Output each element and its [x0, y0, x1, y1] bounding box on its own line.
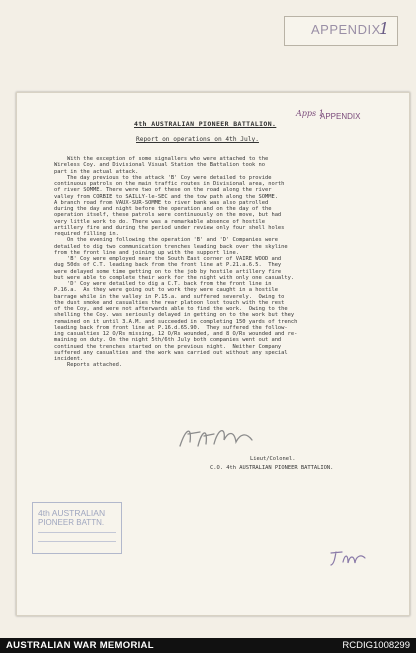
body-line: operation itself, these patrols were continuously on the move, but had: [54, 212, 282, 219]
body-line: of the Coy, and were not afterwards able to find the work. Owing to the: [54, 306, 288, 312]
body-line: from the front line and joining up with the support line.: [54, 249, 239, 256]
body-line: remained on it until 3.A.M. and succeeded in completing 150 yards of trench: [54, 318, 298, 325]
typed-appendix-label: APPENDIX: [320, 112, 361, 121]
body-line: valley from CORBIE to SAILLY-le-SEC and the tow path along the SOMME.: [54, 193, 278, 200]
handwritten-initials: [328, 548, 368, 568]
body-line: P.16.a. As they were going out to work they were caught in a hostile: [54, 287, 278, 294]
signature-unit: C.O. 4th AUSTRALIAN PIONEER BATTALION.: [210, 465, 334, 471]
body-line: shelling the Coy. was seriously delayed in getting on to the work but they: [54, 312, 295, 319]
body-line: ing casualties 12 O/Rs missing, 12 O/Rs wounded, and 8 O/Rs wounded and re-: [54, 331, 298, 337]
signature-title: Lieut/Colonel.: [250, 456, 296, 462]
appendix-tab-label: APPENDIX: [311, 22, 381, 37]
body-line: but were able to complete their work for the night with only one casualty.: [54, 274, 295, 281]
body-line: required filling in.: [54, 231, 119, 237]
body-line: of river SOMME. There were two of these on the road along the river: [54, 187, 272, 194]
document-heading: 4th AUSTRALIAN PIONEER BATTALION.: [134, 120, 277, 128]
body-line: 'D' Coy were detailed to dig a C.T. back from the front line in: [54, 281, 272, 287]
stamp-rule: [38, 541, 116, 542]
body-line: artillery fire and during the period under review only four shell holes: [54, 224, 285, 231]
body-line: detailed to dig two communication trenches leading back over the skyline: [54, 243, 288, 250]
battalion-stamp: [32, 502, 122, 554]
handwritten-appendix-note: Apps 1: [296, 109, 324, 118]
body-line: The day previous to the attack 'B' Coy were detailed to provide: [54, 174, 272, 181]
record-id: RCDIG1008299: [342, 640, 410, 651]
archive-name: AUSTRALIAN WAR MEMORIAL: [6, 640, 154, 651]
body-line: continued the trenches started on the previous night. Neither Company: [54, 343, 282, 350]
body-line: A branch road from VAUX-SUR-SOMME to river bank was also patrolled: [54, 199, 269, 206]
body-line: Reports attached.: [54, 362, 123, 369]
body-line: On the evening following the operation 'B' and 'D' Companies were: [54, 237, 278, 244]
archive-footer: [0, 638, 416, 653]
body-line: leading back from front line at P.16.d.65.90. They suffered the follow-: [54, 324, 288, 331]
body-line: maining on duty. On the night 5th/6th July both companies went out and: [54, 337, 282, 344]
body-line: part in the actual attack.: [54, 168, 139, 175]
document-subheading: Report on operations on 4th July.: [136, 136, 259, 143]
body-line: continuous patrols on the main traffic routes in Divisional area, north: [54, 181, 285, 187]
body-line: the dust smoke and casualties the rear platoon lost touch with the rest: [54, 299, 285, 306]
body-line: very little work to do. There was a remarkable absence of hostile: [54, 218, 265, 225]
body-line: dug 50ds of C.T. leading back from the front line at P.21.a.6.5. They: [54, 262, 282, 269]
appendix-tab: [284, 16, 398, 46]
body-line: Wireless Coy. and Divisional Visual Station the Battalion took no: [54, 162, 265, 169]
stamp-rule: [38, 532, 116, 533]
body-line: barrage while in the valley in P.15.a. and suffered severely. Owing to: [54, 293, 285, 300]
appendix-tab-number: 1: [379, 19, 390, 38]
body-line: during the day and night before the operation and on the day of the: [54, 206, 272, 212]
body-line: suffered any casualties and the work was carried out without any special: [54, 349, 288, 356]
body-line: 'B' Coy were employed near the South East corner of VAIRE WOOD and: [54, 256, 282, 262]
handwritten-signature: [178, 422, 258, 452]
body-line: incident.: [54, 356, 84, 362]
body-line: With the exception of some signallers who were attached to the: [54, 156, 269, 162]
body-line: were delayed some time getting on to the job by hostile artillery fire: [54, 268, 282, 275]
stamp-line-1: 4th AUSTRALIAN: [38, 508, 106, 518]
stamp-line-2: PIONEER BATTN.: [38, 518, 105, 527]
document-body: [54, 156, 382, 369]
